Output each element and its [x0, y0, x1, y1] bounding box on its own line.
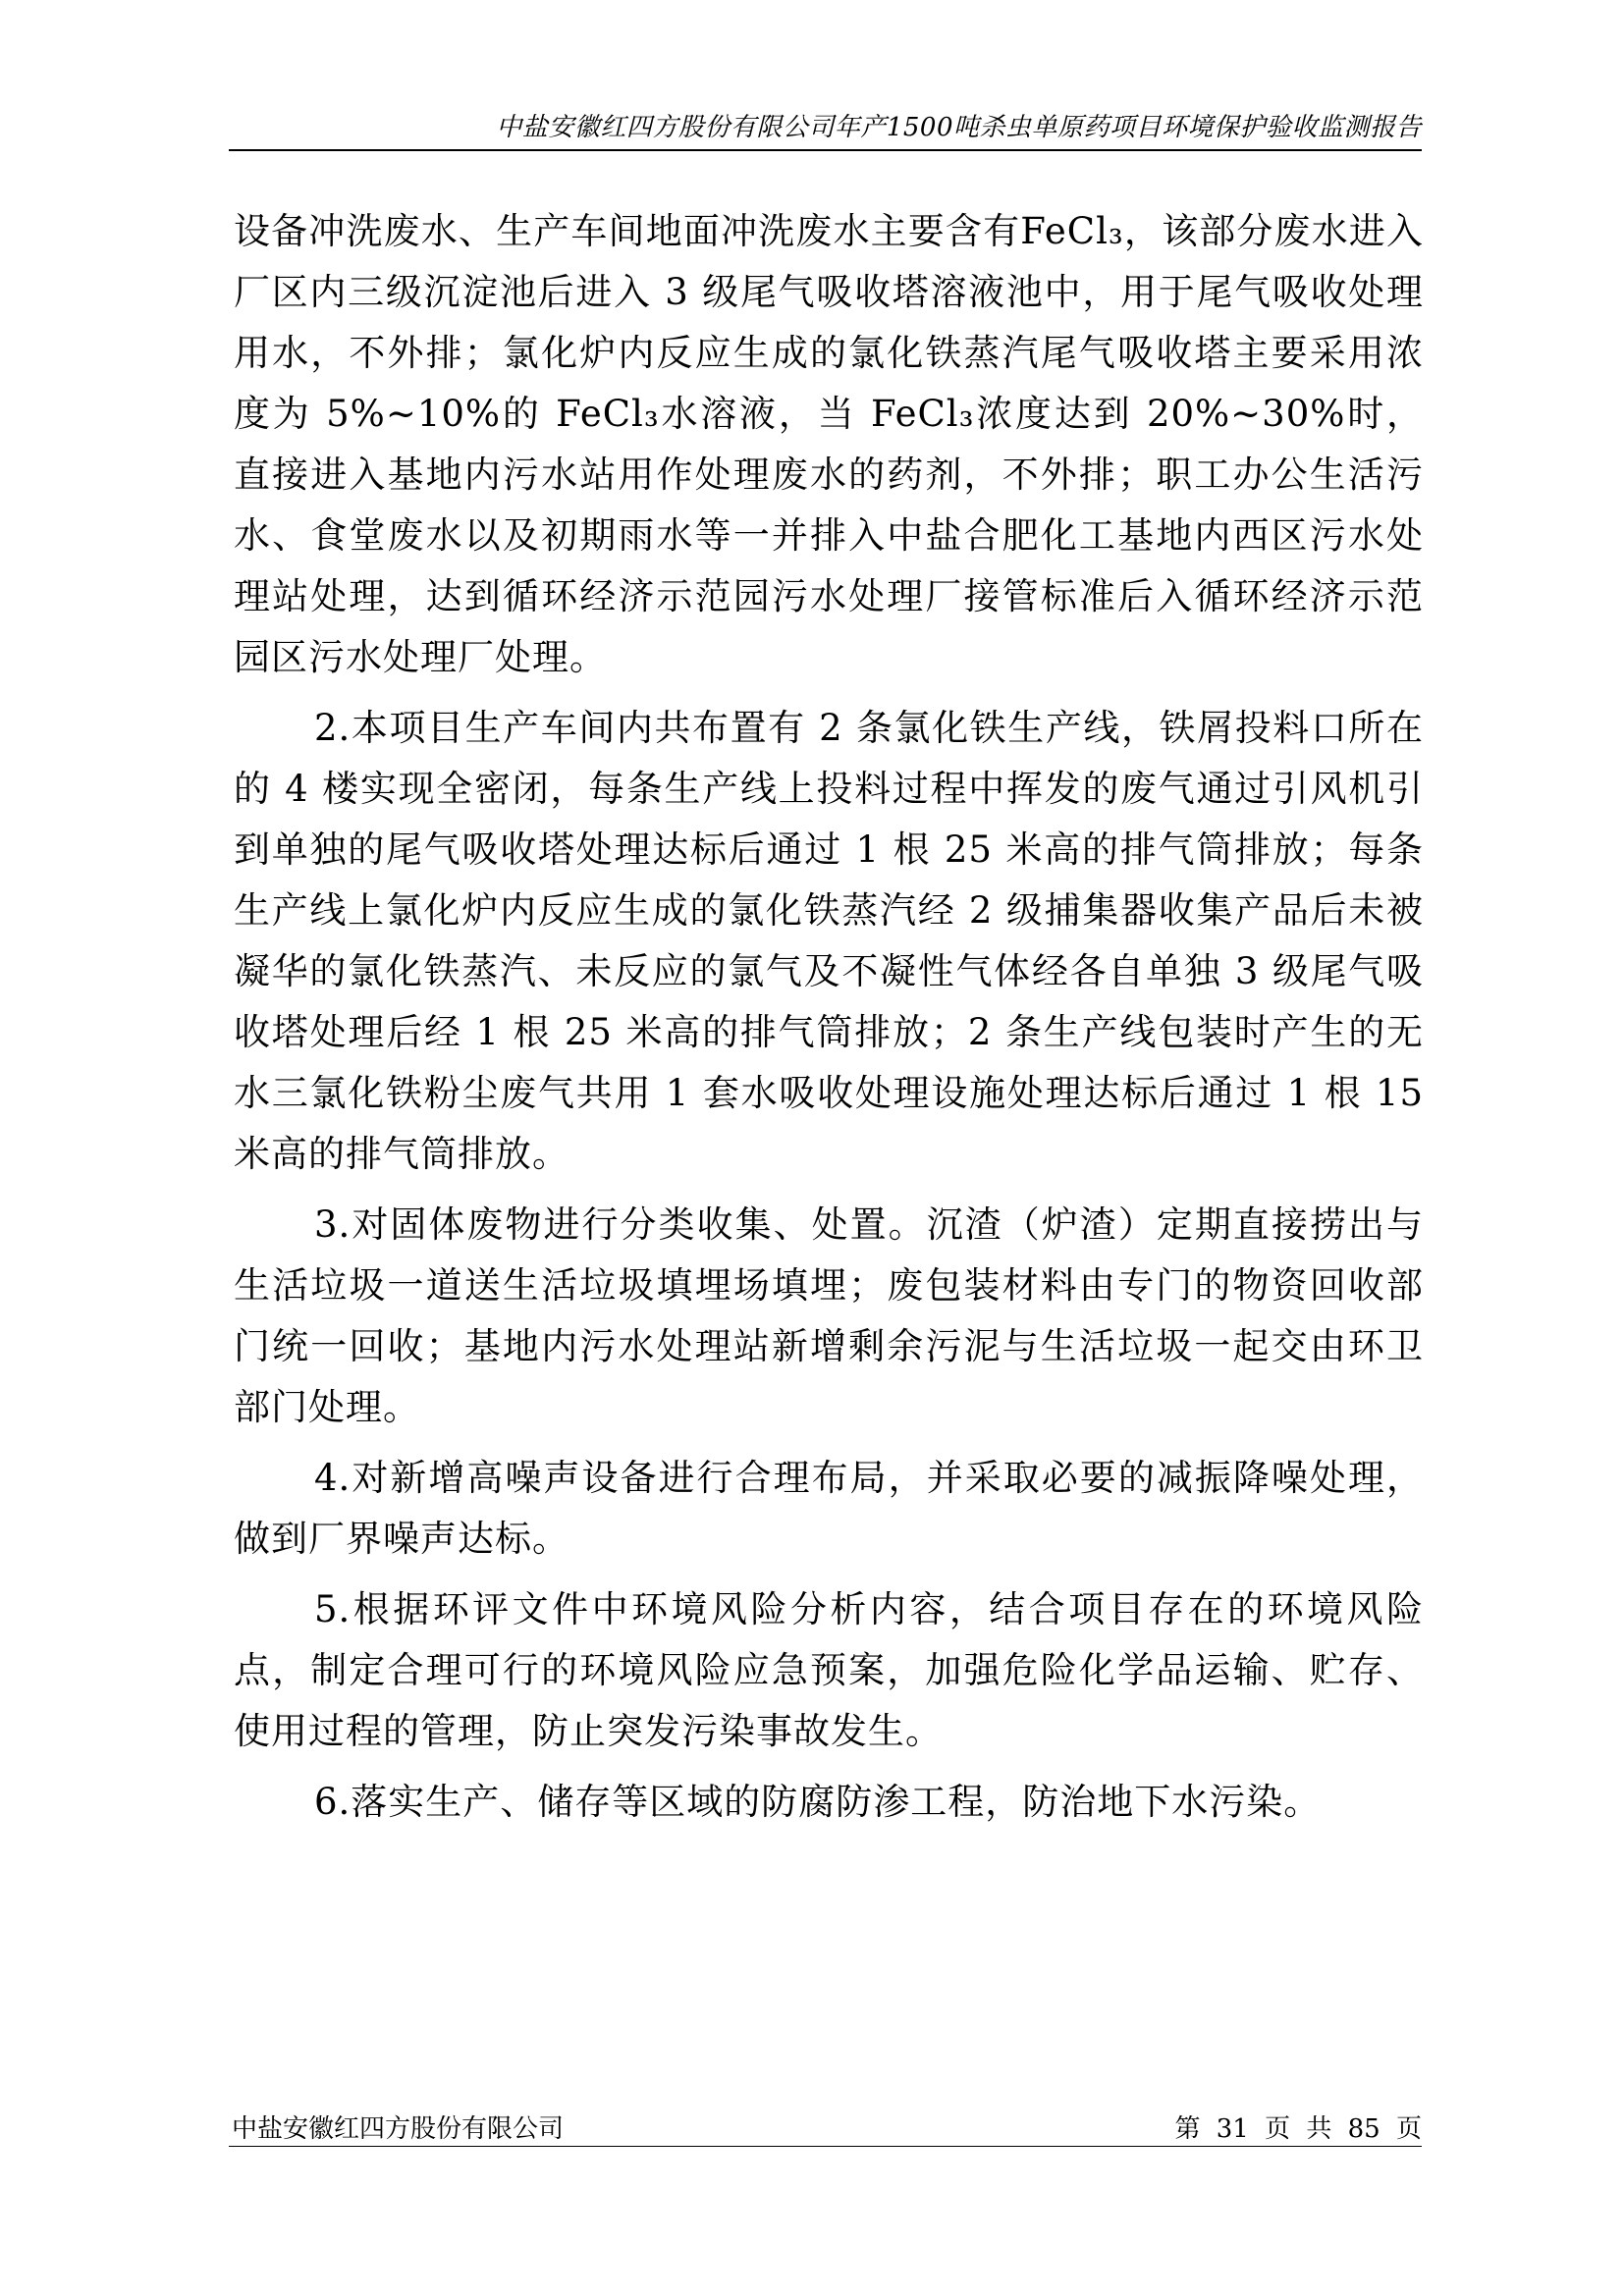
footer-divider: [229, 2146, 1422, 2147]
footer-page-number: 第 31 页 共 85 页: [1174, 2114, 1422, 2144]
paragraph-item-5: 5.根据环评文件中环境风险分析内容，结合项目存在的环境风险点，制定合理可行的环境风险应急预案，加强危险化学品运输、贮存、使用过程的管理，防止突发污染事故发生。: [234, 1588, 1424, 1752]
header-divider: [229, 149, 1422, 151]
paragraph-item-2: 2.本项目生产车间内共布置有 2 条氯化铁生产线，铁屑投料口所在的 4 楼实现全密闭，每条生产线上投料过程中挥发的废气通过引风机引到单独的尾气吸收塔处理达标后通过 1 根 25 米高的排气筒排放；每条生产线上氯化炉内反应生成的氯化铁蒸汽经 2 级捕集器收集产品后未被凝华的氯化铁蒸汽、未反应的氯气及不凝性气体经各自单独 3 级尾气吸收塔处理后经 1 根 25 米高的排气筒排放；2 条生产线包装时产生的无水三氯化铁粉尘废气共用 1 套水吸收处理设施处理达标后通过 1 根 15 米高的排气筒排放。: [234, 707, 1424, 1175]
paragraph-item-4: 4.对新增高噪声设备进行合理布局，并采取必要的减振降噪处理，做到厂界噪声达标。: [234, 1457, 1424, 1560]
paragraph-item-3: 3.对固体废物进行分类收集、处置。沉渣（炉渣）定期直接捞出与生活垃圾一道送生活垃圾填埋场填埋；废包装材料由专门的物资回收部门统一回收；基地内污水处理站新增剩余污泥与生活垃圾一起交由环卫部门处理。: [234, 1203, 1424, 1428]
page-header-title: 中盐安徽红四方股份有限公司年产1500吨杀虫单原药项目环境保护验收监测报告: [496, 113, 1422, 142]
paragraph-item-6: 6.落实生产、储存等区域的防腐防渗工程，防治地下水污染。: [314, 1781, 1322, 1823]
footer-company: 中盐安徽红四方股份有限公司: [232, 2114, 565, 2144]
paragraph-continuation: 设备冲洗废水、生产车间地面冲洗废水主要含有FeCl₃，该部分废水进入厂区内三级沉淀池后进入 3 级尾气吸收塔溶液池中，用于尾气吸收处理用水，不外排；氯化炉内反应生成的氯化铁蒸汽尾气吸收塔主要采用浓度为 5%~10%的 FeCl₃水溶液，当 FeCl₃浓度达到 20%~30%时，直接进入基地内污水站用作处理废水的药剂，不外排；职工办公生活污水、食堂废水以及初期雨水等一并排入中盐合肥化工基地内西区污水处理站处理，达到循环经济示范园污水处理厂接管标准后入循环经济示范园区污水处理厂处理。: [234, 210, 1424, 678]
body-text: [234, 201, 1424, 1833]
